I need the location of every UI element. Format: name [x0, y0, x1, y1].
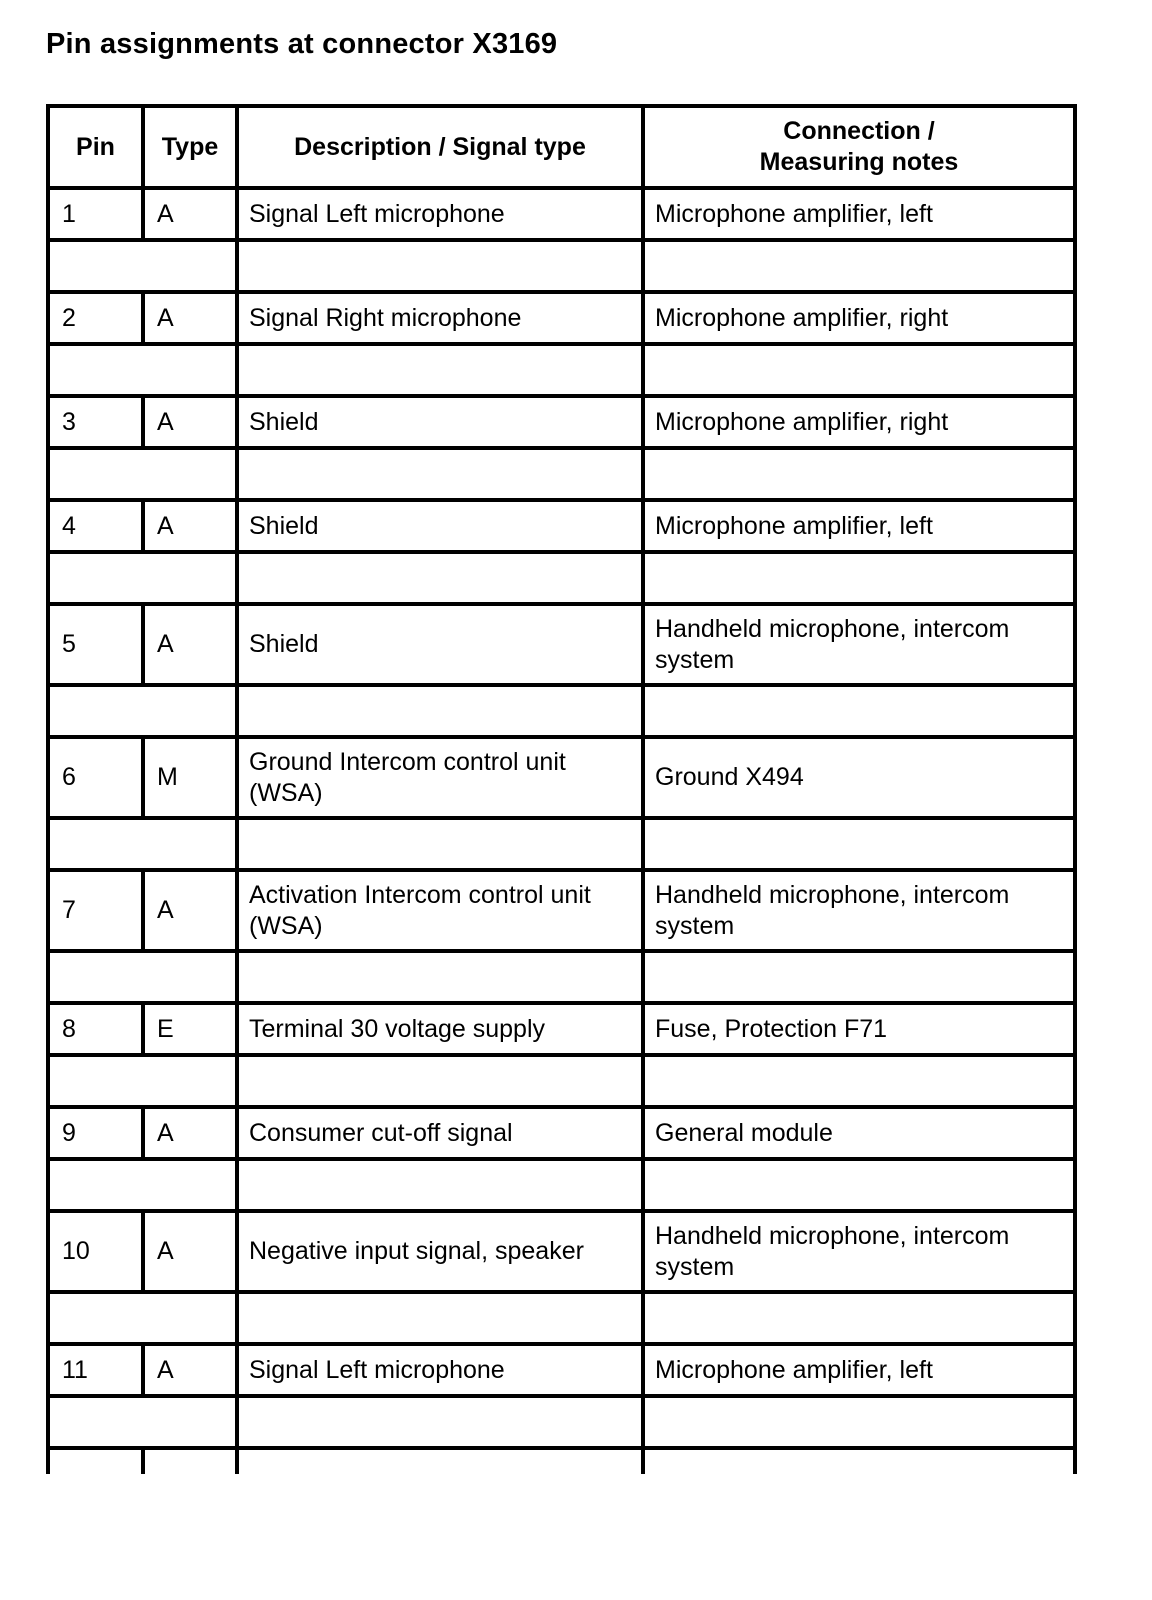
type-cell: A: [143, 500, 237, 552]
connection-cell: Ground X494: [643, 737, 1075, 818]
pin-cell: 10: [48, 1211, 143, 1292]
table-header-row: [48, 106, 1075, 188]
connection-cell: Microphone amplifier, right: [643, 396, 1075, 448]
table-row: [48, 1344, 1075, 1396]
description-cell: Activation Intercom control unit (WSA): [237, 870, 643, 951]
empty-row: [48, 1055, 1075, 1107]
type-cell: A: [143, 870, 237, 951]
header-description: Description / Signal type: [237, 106, 643, 188]
empty-cell: [237, 1159, 643, 1211]
empty-cell: [48, 951, 237, 1003]
empty-cell: [237, 1292, 643, 1344]
connection-cell: Handheld microphone, intercom system: [643, 870, 1075, 951]
type-cell: A: [143, 1107, 237, 1159]
empty-cell: [237, 552, 643, 604]
table-row: [48, 870, 1075, 951]
connection-cell: Microphone amplifier, left: [643, 500, 1075, 552]
description-cell: Shield: [237, 396, 643, 448]
connection-cell: Handheld microphone, intercom system: [643, 1211, 1075, 1292]
type-cell: A: [143, 292, 237, 344]
pin-assignment-table: [46, 104, 1077, 1474]
table-row: [48, 188, 1075, 240]
empty-cell: [48, 1055, 237, 1107]
header-connection: [643, 106, 1075, 188]
type-cell: A: [143, 1211, 237, 1292]
continuation-row: [48, 1448, 1075, 1474]
empty-cell: [237, 951, 643, 1003]
empty-cell: [237, 1448, 643, 1474]
connection-cell: General module: [643, 1107, 1075, 1159]
empty-cell: [48, 1396, 237, 1448]
empty-cell: [48, 1159, 237, 1211]
connection-cell: Fuse, Protection F71: [643, 1003, 1075, 1055]
pin-cell: 8: [48, 1003, 143, 1055]
header-connection-line1: Connection /: [783, 117, 935, 145]
empty-cell: [643, 1292, 1075, 1344]
empty-cell: [237, 1055, 643, 1107]
connection-cell: Handheld microphone, intercom system: [643, 604, 1075, 685]
header-connection-line2: Measuring notes: [759, 148, 959, 176]
empty-row: [48, 818, 1075, 870]
connection-cell: Microphone amplifier, right: [643, 292, 1075, 344]
empty-cell: [48, 1448, 143, 1474]
table-row: [48, 737, 1075, 818]
header-pin: Pin: [48, 106, 143, 188]
table-row: [48, 500, 1075, 552]
empty-cell: [48, 240, 237, 292]
table-row: [48, 1211, 1075, 1292]
empty-cell: [643, 1396, 1075, 1448]
description-cell: Ground Intercom control unit (WSA): [237, 737, 643, 818]
empty-row: [48, 1159, 1075, 1211]
empty-cell: [237, 1396, 643, 1448]
type-cell: A: [143, 1344, 237, 1396]
empty-cell: [643, 818, 1075, 870]
header-type: Type: [143, 106, 237, 188]
empty-row: [48, 240, 1075, 292]
empty-cell: [643, 1055, 1075, 1107]
table-row: [48, 1003, 1075, 1055]
table-row: [48, 604, 1075, 685]
empty-cell: [143, 1448, 237, 1474]
description-cell: Signal Left microphone: [237, 188, 643, 240]
pin-cell: 2: [48, 292, 143, 344]
connection-cell: Microphone amplifier, left: [643, 1344, 1075, 1396]
pin-cell: 9: [48, 1107, 143, 1159]
empty-cell: [643, 344, 1075, 396]
type-cell: A: [143, 396, 237, 448]
pin-cell: 7: [48, 870, 143, 951]
empty-cell: [643, 240, 1075, 292]
table-row: [48, 292, 1075, 344]
type-cell: A: [143, 188, 237, 240]
empty-cell: [643, 951, 1075, 1003]
empty-cell: [48, 685, 237, 737]
type-cell: A: [143, 604, 237, 685]
pin-cell: 4: [48, 500, 143, 552]
pin-cell: 1: [48, 188, 143, 240]
description-cell: Shield: [237, 604, 643, 685]
empty-cell: [237, 818, 643, 870]
empty-cell: [237, 240, 643, 292]
type-cell: M: [143, 737, 237, 818]
empty-cell: [48, 1292, 237, 1344]
empty-cell: [643, 1448, 1075, 1474]
description-cell: Consumer cut-off signal: [237, 1107, 643, 1159]
empty-row: [48, 1292, 1075, 1344]
description-cell: Negative input signal, speaker: [237, 1211, 643, 1292]
description-cell: Signal Right microphone: [237, 292, 643, 344]
pin-cell: 6: [48, 737, 143, 818]
table-row: [48, 396, 1075, 448]
empty-row: [48, 685, 1075, 737]
type-cell: E: [143, 1003, 237, 1055]
empty-row: [48, 1396, 1075, 1448]
connection-cell: Microphone amplifier, left: [643, 188, 1075, 240]
empty-cell: [48, 448, 237, 500]
empty-cell: [237, 344, 643, 396]
table-row: [48, 1107, 1075, 1159]
empty-cell: [237, 448, 643, 500]
description-cell: Terminal 30 voltage supply: [237, 1003, 643, 1055]
description-cell: Shield: [237, 500, 643, 552]
empty-cell: [643, 685, 1075, 737]
pin-cell: 11: [48, 1344, 143, 1396]
empty-row: [48, 448, 1075, 500]
description-cell: Signal Left microphone: [237, 1344, 643, 1396]
empty-cell: [48, 552, 237, 604]
empty-cell: [643, 552, 1075, 604]
empty-cell: [643, 1159, 1075, 1211]
pin-cell: 5: [48, 604, 143, 685]
empty-cell: [237, 685, 643, 737]
empty-row: [48, 951, 1075, 1003]
empty-row: [48, 552, 1075, 604]
empty-row: [48, 344, 1075, 396]
empty-cell: [48, 344, 237, 396]
page-title: Pin assignments at connector X3169: [46, 28, 558, 60]
empty-cell: [643, 448, 1075, 500]
pin-cell: 3: [48, 396, 143, 448]
empty-cell: [48, 818, 237, 870]
